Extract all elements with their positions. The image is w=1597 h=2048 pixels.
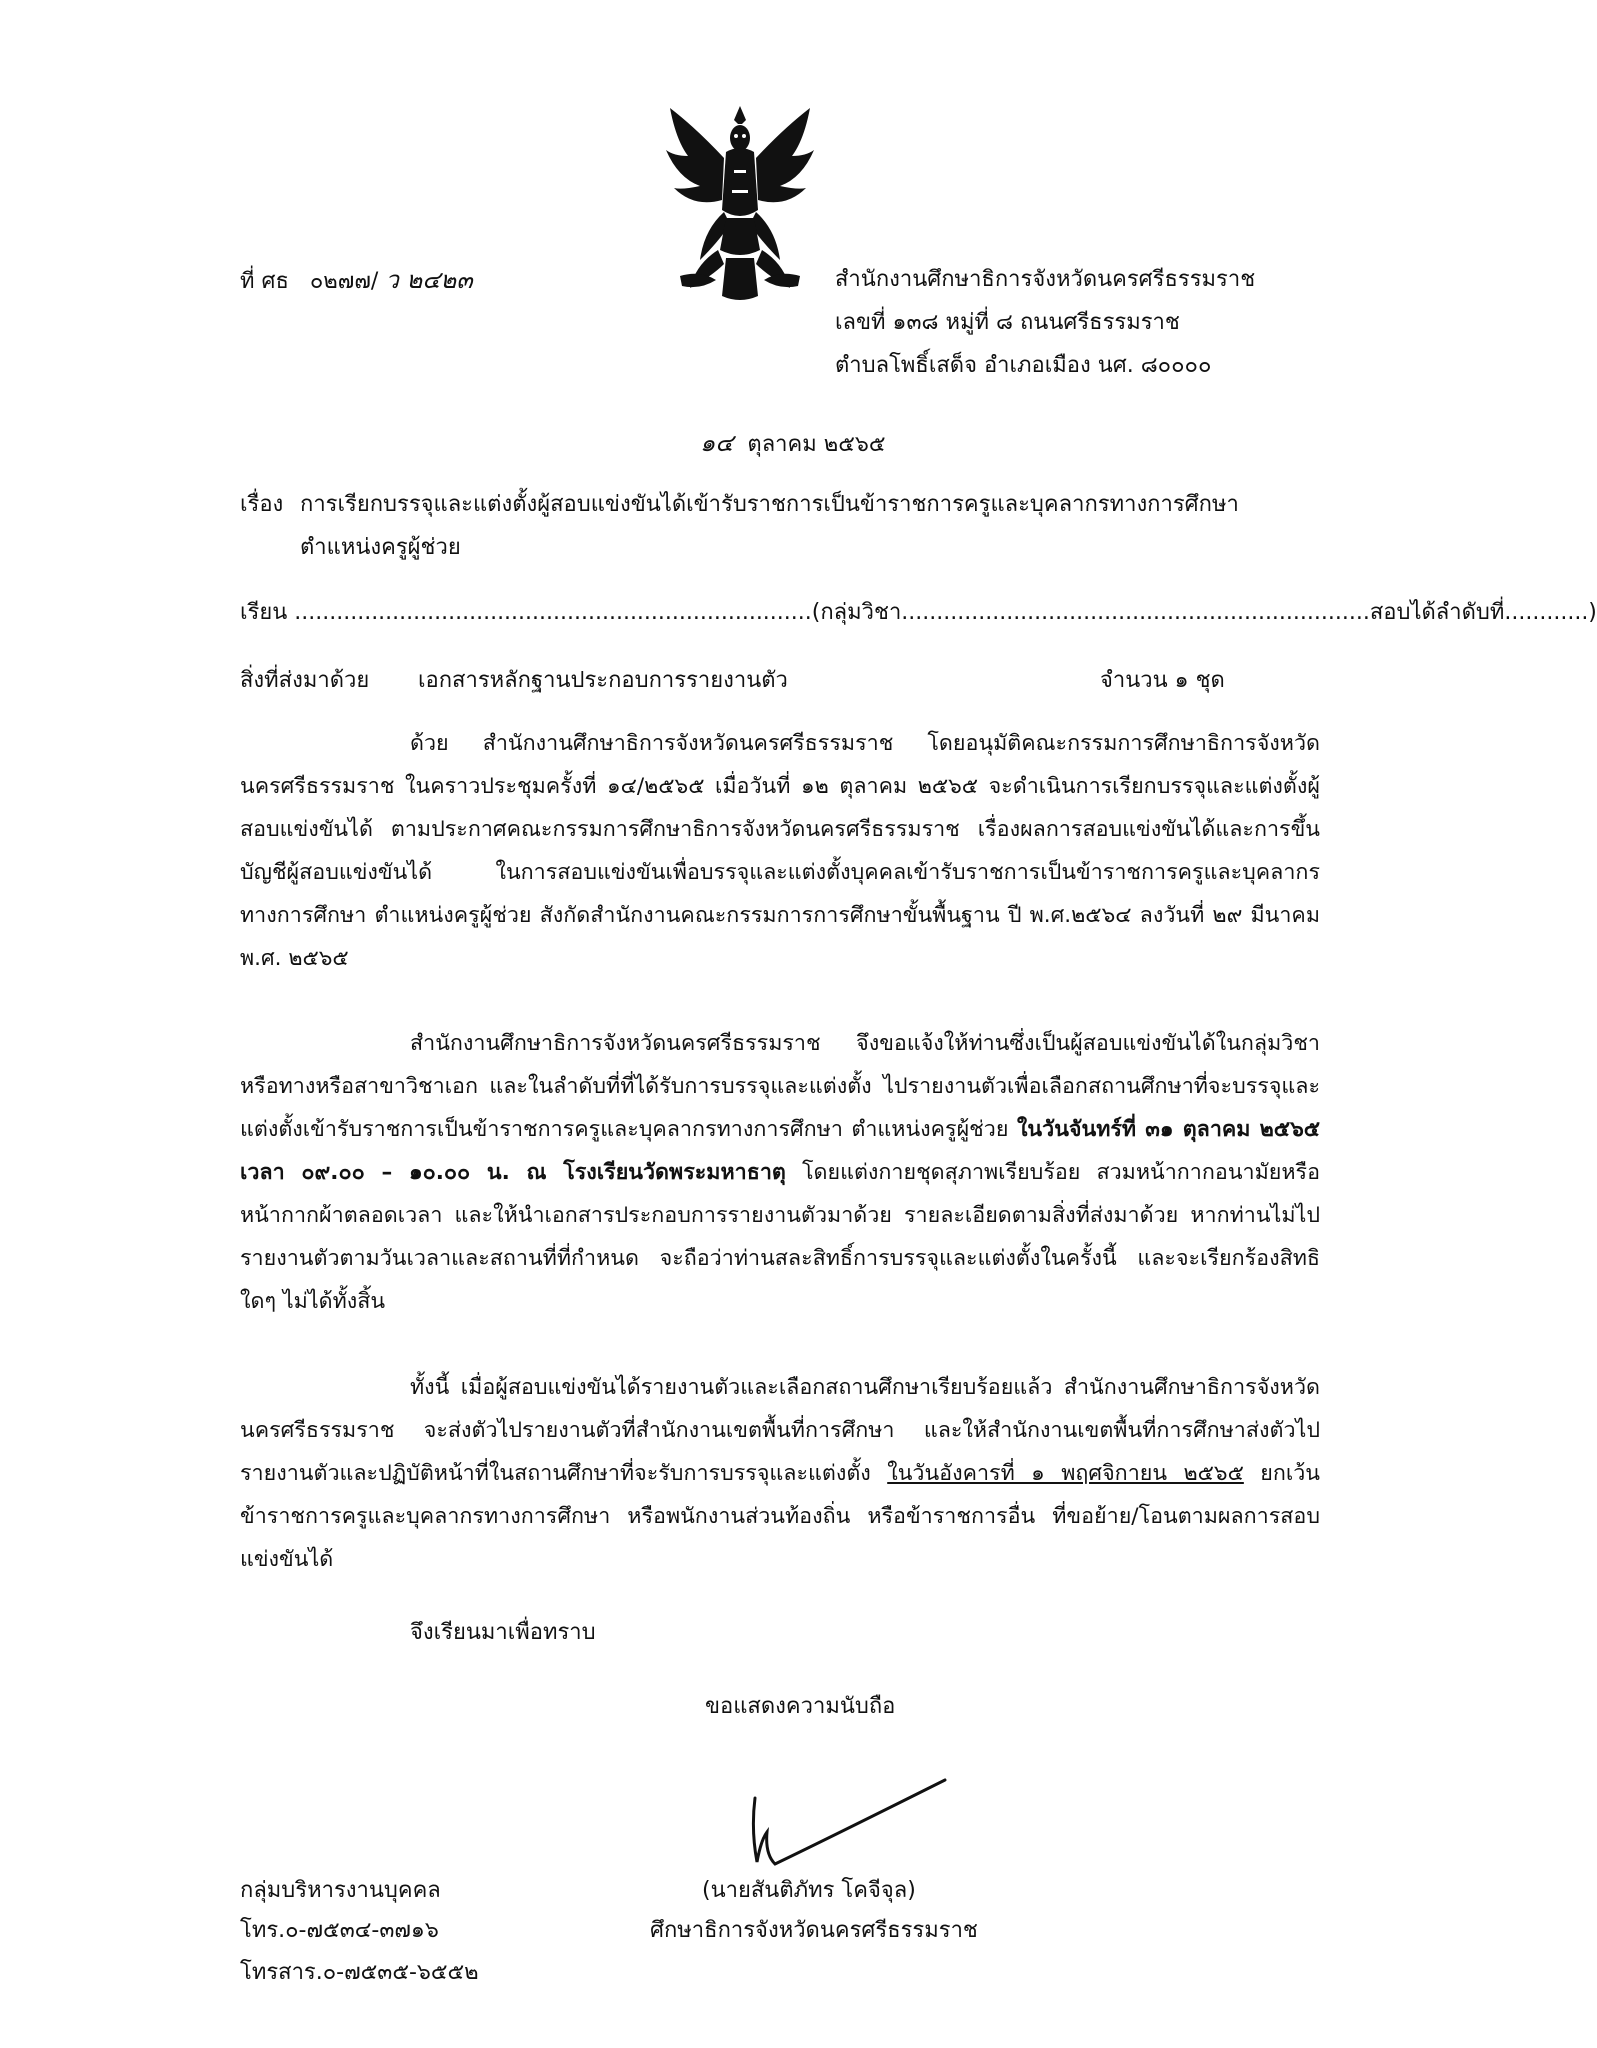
salutation-label: เรียน (240, 600, 288, 625)
subject-line1: การเรียกบรรจุและแต่งตั้งผู้สอบแข่งขันได้เข้ารับราชการเป็นข้าราชการครูและบุคลากรทางการศึกษา (300, 492, 1239, 517)
paragraph-2-text-b: โดยแต่งกายชุดสุภาพเรียบร้อย สวมหน้ากากอนามัยหรือหน้ากากผ้าตลอดเวลา และให้นำเอกสารประกอบการรายงานตัวมาด้วย รายละเอียดตามสิ่งที่ส่งมาด้วย หากท่านไม่ไปรายงานตัวตามวันเวลาและสถานที่ที่กำหนด จะถือว่าท่านสละสิทธิ์การบรรจุและแต่งตั้งในครั้งนี้ และจะเรียกร้องสิทธิใดๆ ไม่ได้ทั้งสิ้น (240, 1160, 1320, 1314)
body-paragraph-2 (240, 1022, 1320, 1323)
reference-number-handwritten: ว ๒๔๒๓ (385, 266, 473, 294)
regards-line: ขอแสดงความนับถือ (705, 1694, 896, 1719)
subject-group-dots: ................................................................... (901, 600, 1370, 625)
enclosure-label: สิ่งที่ส่งมาด้วย (240, 668, 370, 693)
date-day-handwritten: ๑๔ (700, 429, 734, 457)
footer-department: กลุ่มบริหารงานบุคคล (240, 1878, 441, 1903)
closing-line: จึงเรียนมาเพื่อทราบ (410, 1620, 596, 1645)
salutation-line (240, 598, 1597, 628)
report-date-venue: ในวันจันทร์ที่ ๓๑ ตุลาคม ๒๕๖๕ เวลา ๐๙.๐๐ – ๑๐.๐๐ น. ณ โรงเรียนวัดพระมหาธาตุ (240, 1117, 1320, 1185)
signatory-title: ศึกษาธิการจังหวัดนครศรีธรรมราช (650, 1918, 978, 1943)
garuda-emblem-icon (660, 100, 820, 305)
subject-label: เรื่อง (240, 492, 284, 517)
exam-rank-dots: ............) (1504, 600, 1597, 625)
reference-label: ที่ ศธ (240, 269, 289, 294)
paragraph-3-text-a: ทั้งนี้ เมื่อผู้สอบแข่งขันได้รายงานตัวและเลือกสถานศึกษาเรียบร้อยแล้ว สำนักงานศึกษาธิการจังหวัดนครศรีธรรมราช จะส่งตัวไปรายงานตัวที่สำนักงานเขตพื้นที่การศึกษา และให้สำนักงานเขตพื้นที่การศึกษาส่งตัวไปรายงานตัวและปฏิบัติหน้าที่ในสถานศึกษาที่จะรับการบรรจุและแต่งตั้ง (240, 1375, 1320, 1486)
office-address-line1: เลขที่ ๑๓๘ หมู่ที่ ๘ ถนนศรีธรรมราช (835, 310, 1180, 335)
subject-group-label: (กลุ่มวิชา (811, 600, 902, 625)
office-name: สำนักงานศึกษาธิการจังหวัดนครศรีธรรมราช (835, 267, 1256, 292)
body-paragraph-1 (240, 722, 1320, 980)
reference-number (240, 265, 473, 297)
appointment-date: ในวันอังคารที่ ๑ พฤศจิกายน ๒๕๖๕ (887, 1461, 1244, 1486)
salutation-dots: .......................................................................... (294, 600, 812, 625)
handwritten-signature (735, 1770, 955, 1880)
date-month-year: ตุลาคม ๒๕๖๕ (747, 432, 886, 457)
paragraph-2-text-a: สำนักงานศึกษาธิการจังหวัดนครศรีธรรมราช จึงขอแจ้งให้ท่านซึ่งเป็นผู้สอบแข่งขันได้ในกลุ่มวิชาหรือทางหรือสาขาวิชาเอก และในลำดับที่ที่ได้รับการบรรจุและแต่งตั้ง ไปรายงานตัวเพื่อเลือกสถานศึกษาที่จะบรรจุและแต่งตั้งเข้ารับราชการเป็นข้าราชการครูและบุคลากรทางการศึกษา ตำแหน่งครูผู้ช่วย (240, 1031, 1320, 1142)
exam-rank-label: สอบได้ลำดับที่ (1369, 600, 1505, 625)
subject-line2: ตำแหน่งครูผู้ช่วย (300, 535, 461, 560)
reference-number-printed: ๐๒๗๗/ (309, 269, 379, 294)
footer-phone: โทร.๐-๗๕๓๔-๓๗๑๖ (240, 1918, 439, 1943)
paragraph-3-text-b: ยกเว้นข้าราชการครูและบุคลากรทางการศึกษา หรือพนักงานส่วนท้องถิ่น หรือข้าราชการอื่น ที่ขอย้าย/โอนตามผลการสอบแข่งขันได้ (240, 1461, 1320, 1572)
enclosure-item: เอกสารหลักฐานประกอบการรายงานตัว (418, 668, 788, 693)
office-address-line2: ตำบลโพธิ์เสด็จ อำเภอเมือง นศ. ๘๐๐๐๐ (835, 353, 1212, 378)
enclosure-quantity: จำนวน ๑ ชุด (1100, 668, 1225, 693)
footer-fax: โทรสาร.๐-๗๕๓๕-๖๕๕๒ (240, 1960, 479, 1985)
body-paragraph-3 (240, 1366, 1320, 1581)
signatory-name: (นายสันติภัทร โคจีจุล) (702, 1878, 916, 1903)
letter-date (700, 428, 886, 460)
paragraph-1-text: ด้วย สำนักงานศึกษาธิการจังหวัดนครศรีธรรมราช โดยอนุมัติคณะกรรมการศึกษาธิการจังหวัดนครศรีธรรมราช ในคราวประชุมครั้งที่ ๑๔/๒๕๖๕ เมื่อวันที่ ๑๒ ตุลาคม ๒๕๖๕ จะดำเนินการเรียกบรรจุและแต่งตั้งผู้สอบแข่งขันได้ ตามประกาศคณะกรรมการศึกษาธิการจังหวัดนครศรีธรรมราช เรื่องผลการสอบแข่งขันได้และการขึ้นบัญชีผู้สอบแข่งขันได้ ในการสอบแข่งขันเพื่อบรรจุและแต่งตั้งบุคคลเข้ารับราชการเป็นข้าราชการครูและบุคลากรทางการศึกษา ตำแหน่งครูผู้ช่วย สังกัดสำนักงานคณะกรรมการการศึกษาขั้นพื้นฐาน ปี พ.ศ.๒๕๖๔ ลงวันที่ ๒๙ มีนาคม พ.ศ. ๒๕๖๕ (240, 731, 1320, 971)
